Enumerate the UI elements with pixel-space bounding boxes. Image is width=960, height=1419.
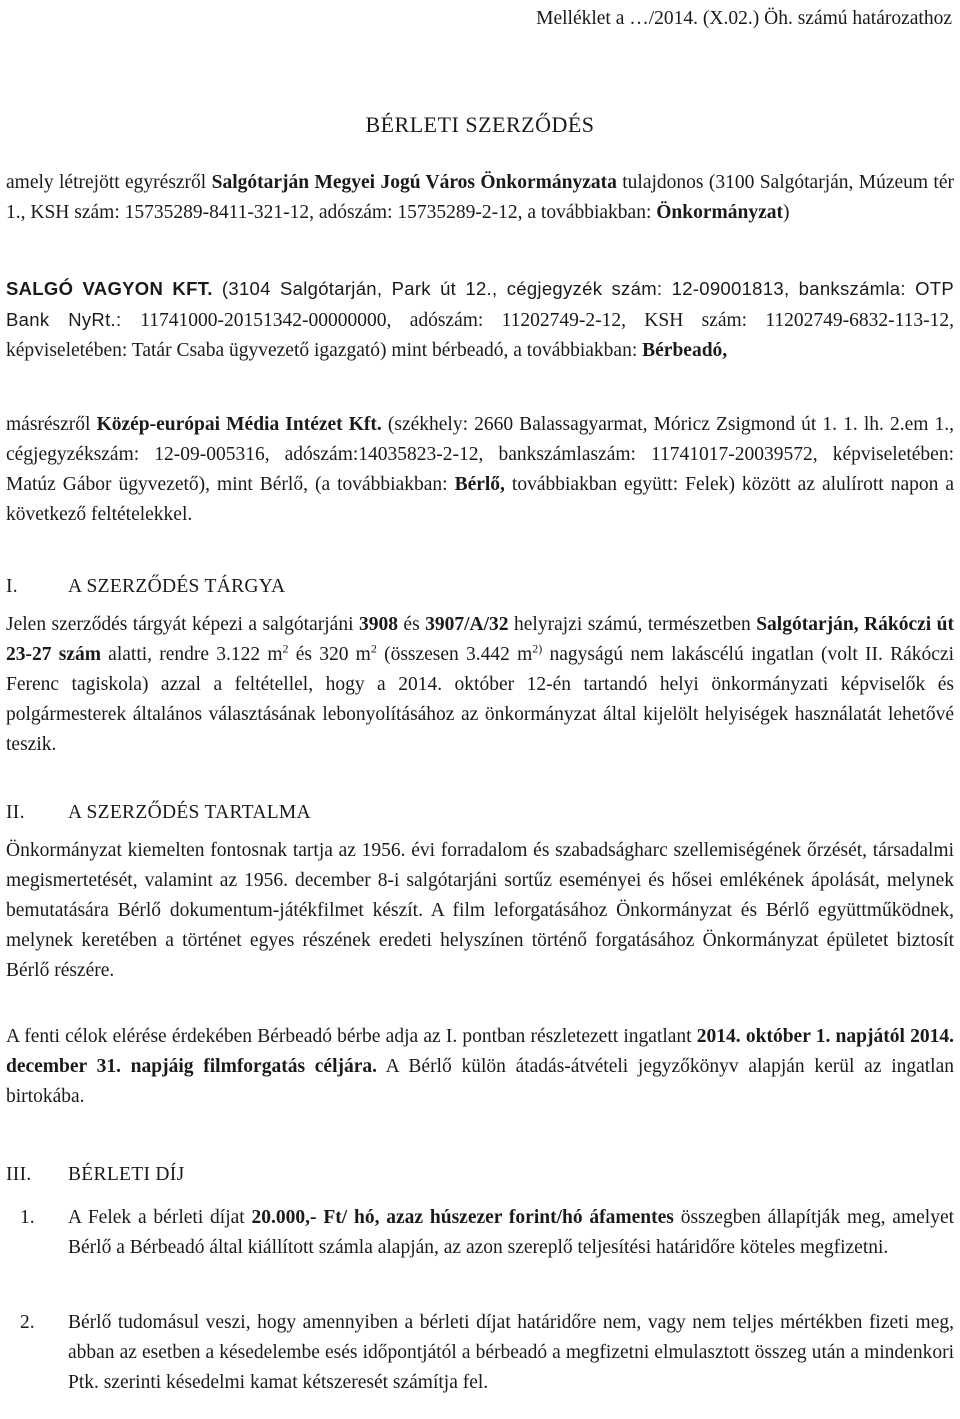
- parcel-number: 3907/A/32: [425, 614, 509, 635]
- text-fragment: tulajdonos (3100 Salgótarján, Múzeum tér 1., KSH szám: 15735289-8411-321-12, adószám: 15735289-2-12, a továbbiakban:: [6, 172, 954, 223]
- municipality-name: Salgótarján Megyei Jogú Város Önkormányzata: [211, 172, 617, 193]
- text-fragment: (székhely: 2660 Balassagyarmat, Móricz Zsigmond út 1. 1. lh. 2.em 1., cégjegyzékszám: 12-09-005316, adószám:14035823-2-12, bankszámlaszám: 11741017-20039572, képviseletében: Matúz Gábor ügyvezető), mint Bérlő, (a továbbiakban:: [6, 414, 954, 495]
- text-fragment: és 320 m: [288, 644, 371, 665]
- lessor-name: SALGÓ VAGYON KFT.: [6, 278, 213, 299]
- item-text: [68, 1203, 954, 1263]
- section-title: BÉRLETI DÍJ: [68, 1164, 185, 1185]
- section-heading-content: [6, 798, 311, 828]
- annex-reference: Melléklet a …/2014. (X.02.) Öh. számú határozathoz: [536, 8, 952, 29]
- text-fragment: alatti, rendre 3.122 m: [100, 644, 283, 665]
- text-fragment: és: [397, 614, 426, 635]
- tenant-name: Közép-európai Média Intézet Kft.: [96, 414, 382, 435]
- text-fragment: A fenti célok elérése érdekében Bérbeadó bérbe adja az I. pontban részletezett ingatlant: [6, 1026, 697, 1047]
- text-fragment: ): [783, 202, 790, 223]
- item-text: Bérlő tudomásul veszi, hogy amennyiben a bérleti díjat határidőre nem, vagy nem teljes mértékben fizeti meg, abban az esetben a késedelembe esés időpontjától a bérbeadó a megfizetni elmulasztott összeg után a mindenkori Ptk. szerinti késedelmi kamat kétszeresét számítja fel.: [68, 1312, 954, 1393]
- lessor-short-name: Bérbeadó,: [642, 340, 728, 361]
- rent-item-2: [6, 1308, 954, 1398]
- tenant-short-name: Bérlő,: [454, 474, 505, 495]
- superscript: 2): [532, 641, 543, 656]
- text-fragment: (összesen 3.442 m: [376, 644, 533, 665]
- text-fragment: (3104 Salgótarján, Park út 12., cégjegyzék szám: 12-09001813, bankszámla: OTP Bank NyRt.:: [6, 278, 954, 330]
- party-tenant-paragraph: [6, 410, 954, 530]
- section-content-paragraph-1: Önkormányzat kiemelten fontosnak tartja az 1956. évi forradalom és szabadságharc szellemiségének őrzését, társadalmi megismertetését, valamint az 1956. december 8-i salgótarjáni sortűz eseményei és hősei emlékének ápolását, melynek bemutatására Bérlő dokumentum-játékfilmet készít. A film leforgatásához Önkormányzat és Bérlő együttműködnek, melynek keretében a történet egyes részének eredeti helyszínen történő forgatásához Önkormányzat épületet biztosít Bérlő részére.: [6, 840, 954, 981]
- text-fragment: továbbiakban együtt: Felek) között az alulírott napon a következő feltételekkel.: [6, 474, 955, 525]
- section-heading-rent: [6, 1160, 185, 1190]
- item-number: 2.: [20, 1312, 35, 1333]
- party-municipality-paragraph: [6, 168, 954, 228]
- section-title: A SZERZŐDÉS TÁRGYA: [68, 576, 286, 597]
- text-fragment: másrészről: [6, 414, 97, 435]
- text-fragment: helyrajzi számú, természetben: [508, 614, 757, 635]
- text-fragment: amely létrejött egyrészről: [6, 172, 212, 193]
- rent-amount-words: azaz húszezer forint/hó áfamentes: [386, 1207, 674, 1228]
- section-number: I.: [6, 576, 18, 597]
- text-fragment: nagyságú nem lakáscélú ingatlan (volt II. Rákóczi Ferenc tagiskola) azzal a feltétellel, hogy a 2014. október 12-én tartandó helyi önkormányzati képviselők és polgármesterek általános választásának lebonyolításához az önkormányzat által kijelölt helyiségek használatát lehetővé teszik.: [6, 644, 954, 755]
- rental-period: 2014. október 1. napjától 2014. december 31. napjáig filmforgatás céljára.: [6, 1026, 954, 1077]
- municipality-short-name: Önkormányzat: [656, 202, 784, 223]
- section-heading-subject: [6, 572, 285, 602]
- section-subject-paragraph: [6, 610, 954, 760]
- section-content-paragraph-2: [6, 1022, 954, 1112]
- superscript: 2: [282, 641, 289, 656]
- text-fragment: 11741000-20151342-00000000, adószám: 11202749-2-12, KSH szám: 11202749-6832-113-12, képviseletében: Tatár Csaba ügyvezető igazgató) mint bérbeadó, a továbbiakban:: [6, 310, 955, 361]
- document-title: BÉRLETI SZERZŐDÉS: [365, 112, 595, 137]
- rent-amount: 20.000,- Ft/ hó,: [251, 1207, 380, 1228]
- party-lessor-paragraph: [6, 274, 954, 366]
- superscript: 2: [370, 641, 377, 656]
- section-title: A SZERZŐDÉS TARTALMA: [68, 802, 311, 823]
- text-fragment: összegben állapítják meg, amelyet Bérlő a Bérbeadó által kiállított számla alapján, az azon szereplő teljesítési határidőre köteles megfizetni.: [68, 1207, 955, 1258]
- rent-item-1: [6, 1203, 954, 1263]
- parcel-number: 3908: [358, 614, 398, 635]
- text-fragment: A Bérlő külön átadás-átvételi jegyzőkönyv alapján kerül az ingatlan birtokába.: [6, 1056, 955, 1107]
- item-number: 1.: [20, 1207, 35, 1228]
- text-fragment: A Felek a bérleti díjat: [68, 1207, 252, 1228]
- property-address: Salgótarján, Rákóczi út 23-27 szám: [6, 614, 955, 665]
- section-number: III.: [6, 1164, 32, 1185]
- section-number: II.: [6, 802, 25, 823]
- text-fragment: Jelen szerződés tárgyát képezi a salgótarjáni: [6, 614, 359, 635]
